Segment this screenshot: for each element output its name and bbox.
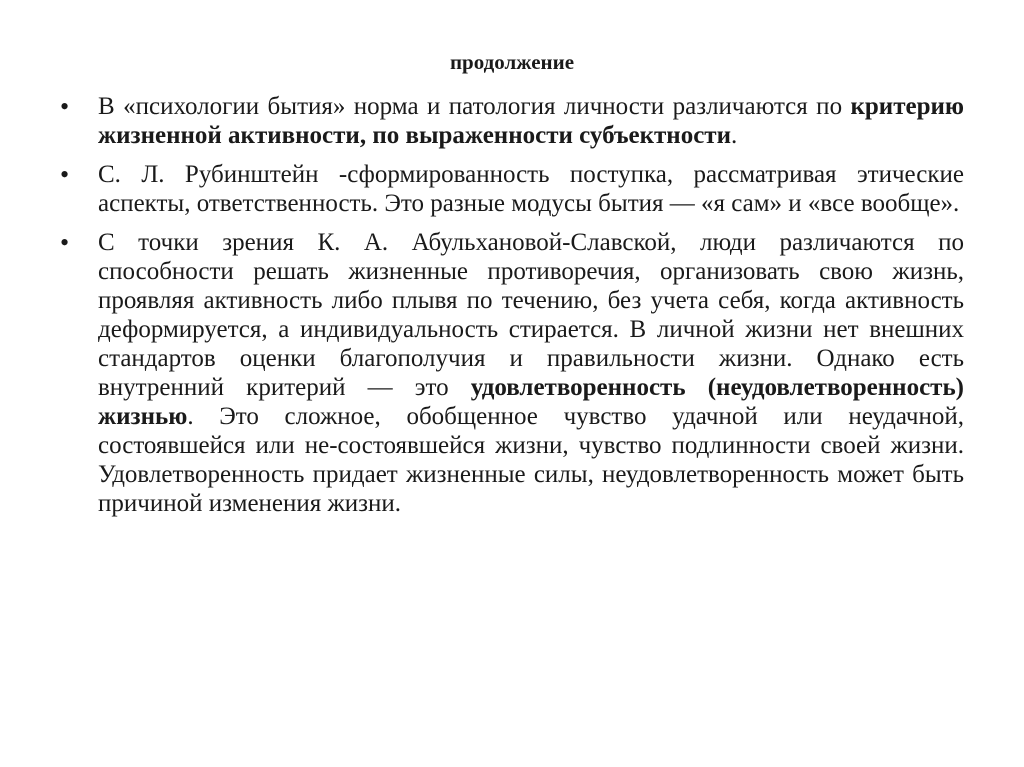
text-run: С точки зрения К. А. Абульхановой-Славской, люди различаются по способности решать жизненные противоречия, организовать свою жизнь, проявляя активность либо плывя по течению, без учета себя, когда активность деформируется, а индивидуальность стирается. В личной жизни нет внешних стандартов оценки благополучия и правильности жизни. Однако есть внутренний критерий — это — [98, 229, 964, 401]
bullet-item-2 — [60, 160, 964, 218]
bullet-item-3 — [60, 228, 964, 518]
text-run-bold: удовлетворенность (неудовлетворенность) жизнью — [98, 374, 965, 430]
bullet-dot-icon: • — [60, 228, 70, 257]
text-run: В «психологии бытия» норма и патология личности различаются по — [98, 93, 851, 120]
bullet-text-2 — [98, 160, 964, 218]
bullet-dot-icon: • — [60, 160, 70, 189]
bullet-item-1 — [60, 92, 964, 150]
bullet-dot-icon: • — [60, 92, 70, 121]
slide-title: продолжение — [449, 50, 575, 74]
text-run: . Это сложное, обобщенное чувство удачной или неудачной, состоявшейся или не-состоявшейся жизни, чувство подлинности своей жизни. Удовлетворенность придает жизненные силы, неудовлетворенность может быть причиной изменения жизни. — [98, 403, 964, 517]
text-run: . — [730, 122, 738, 149]
text-run: С. Л. Рубинштейн -сформированность поступка, рассматривая этические аспекты, ответственность. Это разные модусы бытия — «я сам» и «все вообще». — [98, 161, 964, 217]
bullet-text-3 — [98, 228, 964, 518]
bullet-text-1 — [98, 92, 964, 150]
bullet-list — [60, 92, 964, 528]
text-run-bold: критерию жизненной активности, по выраженности субъектности — [98, 93, 964, 149]
